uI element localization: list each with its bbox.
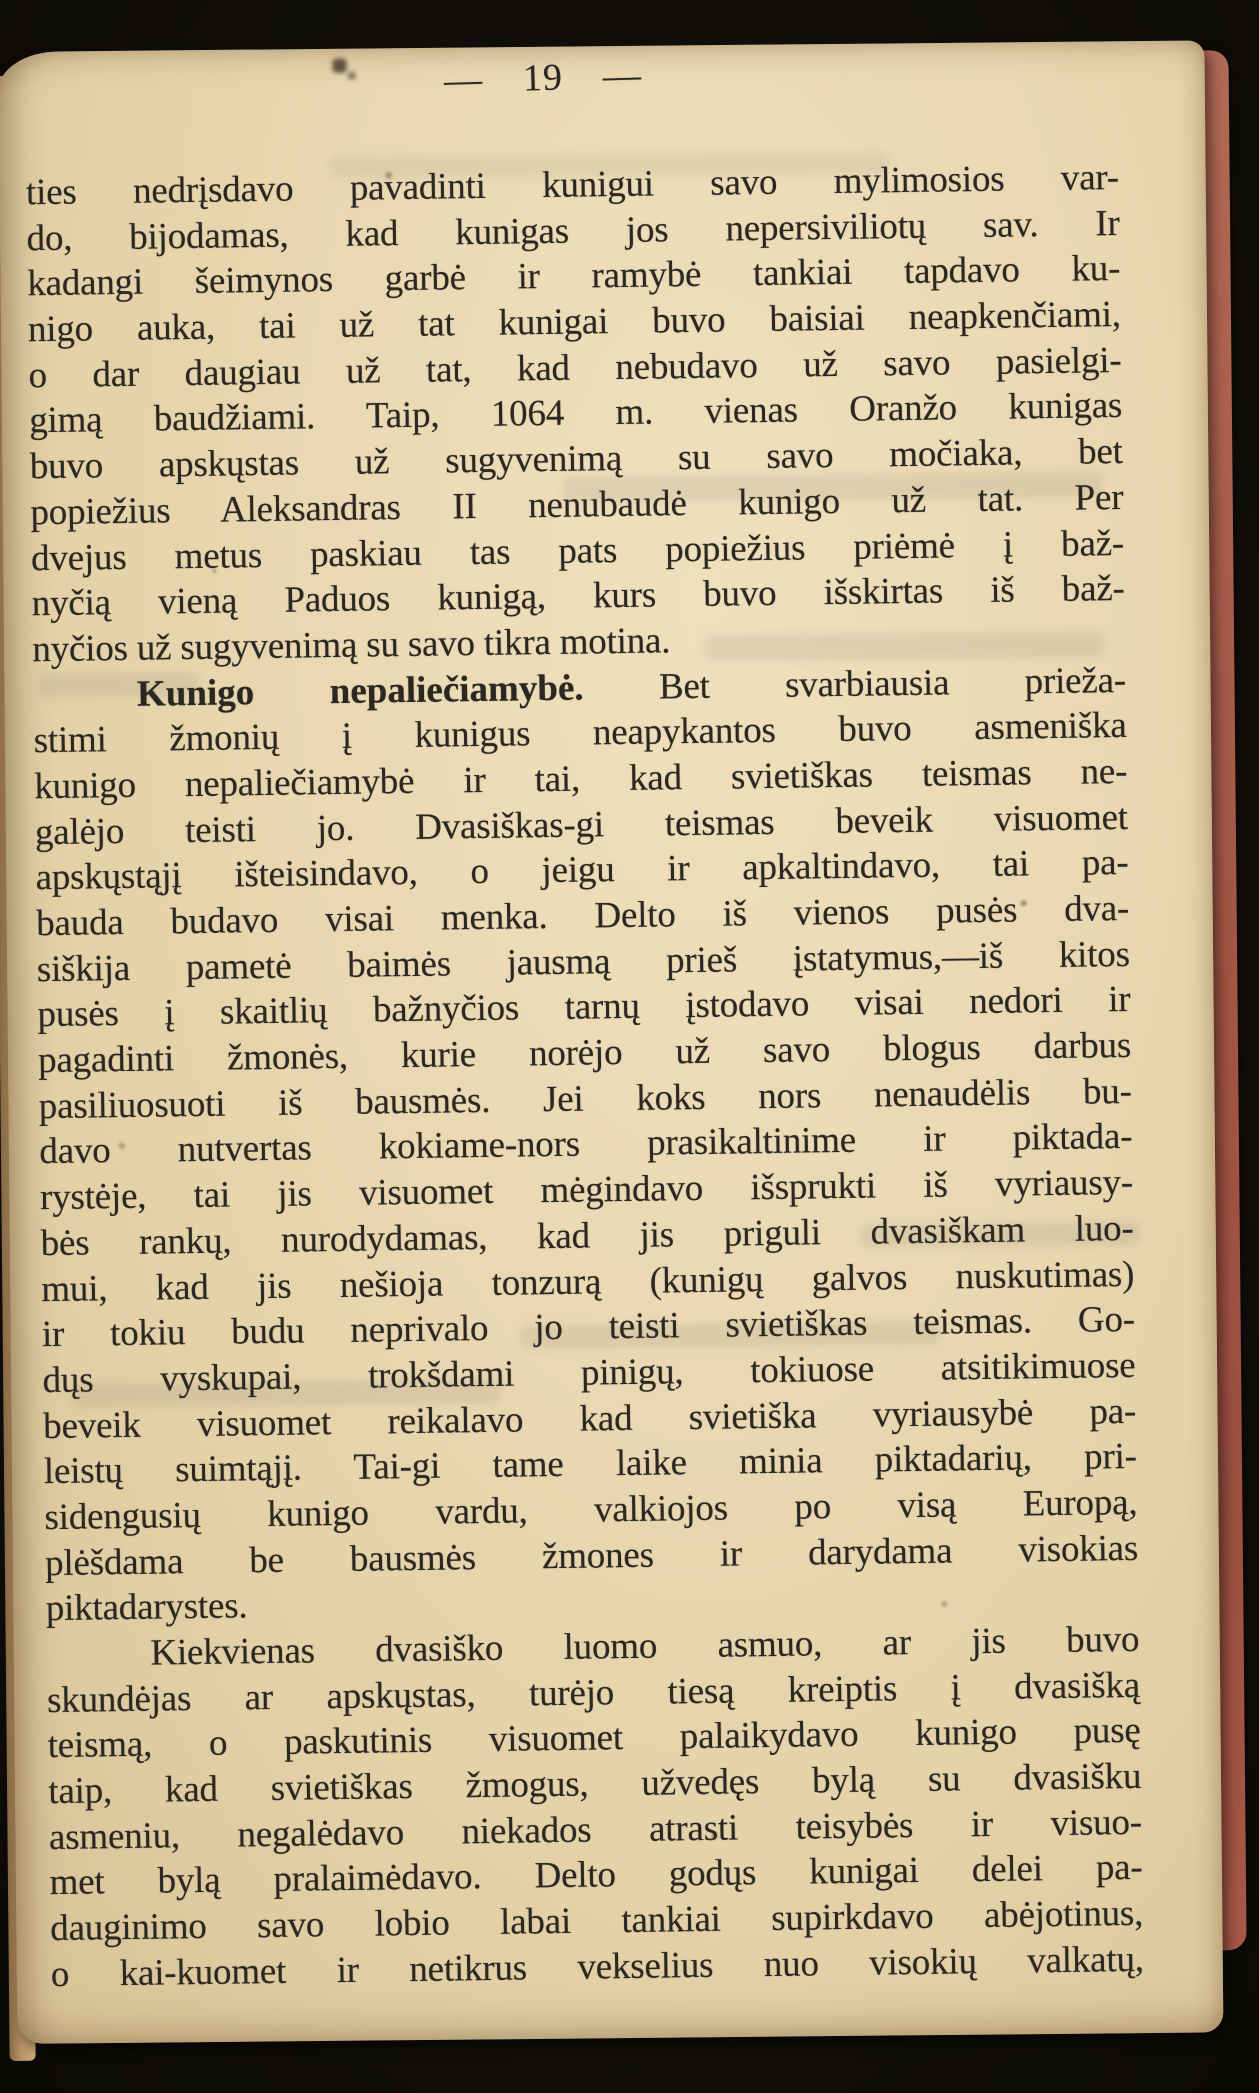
text-line-content: leistų suimtąjį. Tai-gi tame laike minia piktadarių, pri- (43, 1436, 1138, 1493)
header-dash-right: — (602, 54, 643, 98)
text-line-content: apskųstąjį išteisindavo, o jeigu ir apkaltindavo, tai pa- (35, 842, 1129, 899)
text-line-content: ir tokiu budu neprivalo jo teisti svietiškas teismas. Go- (41, 1299, 1136, 1356)
text-line-content: rystėje, tai jis visuomet mėgindavo išsprukti iš vyriausy- (39, 1162, 1134, 1219)
text-line-content: skundėjas ar apskųstas, turėjo tiesą kreiptis į dvasišką (46, 1664, 1141, 1721)
text-line-content: o kai-kuomet ir netikrus vekselius nuo visokių valkatų, (50, 1938, 1145, 1995)
text-line-content: bauda budavo visai menka. Delto iš vienos pusės dva- (35, 887, 1130, 945)
text-line-content: asmeniu, negalėdavo niekados atrasti teisybės ir visuo- (48, 1801, 1143, 1858)
text-line-content: siškija pametė baimės jausmą prieš įstatymus,—iš kitos (36, 933, 1131, 990)
text-line-content: pasiliuosuoti iš bausmės. Jei koks nors nenaudėlis bu- (38, 1070, 1132, 1127)
text-line-content: nyčios už sugyvenimą su savo tikra motina. (32, 620, 671, 671)
text-line-content: do, bijodamas, kad kunigas jos nepersiviliotų sav. Ir (26, 202, 1120, 259)
text-line-content: met bylą pralaimėdavo. Delto godųs kunigai delei pa- (49, 1847, 1143, 1904)
text-line-content: piktadarystes. (45, 1585, 248, 1630)
section-heading: Kunigo nepaliečiamybė. (136, 667, 584, 715)
text-line-content: stimi žmonių į kunigus neapykantos buvo asmeniška (33, 705, 1127, 762)
page-content (0, 40, 1223, 2043)
book-page (0, 40, 1223, 2043)
text-line-content: dvejus metus paskiau tas pats popiežius priėmė į baž- (30, 522, 1125, 579)
text-line-content: gimą baudžiami. Taip, 1064 m. vienas Oranžo kunigas (28, 385, 1123, 442)
text-line-content: teismą, o paskutinis visuomet palaikydavo kunigo pusę (47, 1710, 1141, 1767)
text-line-content: Kiekvienas dvasiško luomo asmuo, ar jis buvo (150, 1618, 1140, 1674)
text-line-content: bės rankų, nurodydamas, kad jis priguli dvasiškam luo- (40, 1207, 1134, 1264)
text-line-content: buvo apskųstas už sugyvenimą su savo močiaka, bet (29, 431, 1124, 488)
page-text (26, 155, 1144, 1998)
text-line-content: Bet svarbiausia prieža- (583, 659, 1127, 709)
text-line-content: popiežius Aleksandras II nenubaudė kunigo už tat. Per (30, 476, 1124, 534)
header-dash-left: — (443, 58, 484, 102)
text-line-content: nigo auka, tai už tat kunigai buvo baisiai neapkenčiami, (27, 294, 1122, 351)
page-number: 19 (522, 56, 564, 100)
text-line-content: mui, kad jis nešioja tonzurą (kunigų galvos nuskutimas) (41, 1253, 1135, 1310)
text-line-content: o dar daugiau už tat, kad nebudavo už savo pasielgi- (28, 339, 1122, 396)
page-header (0, 40, 1090, 116)
text-line-content: dųs vyskupai, trokšdami pinigų, tokiuose atsitikimuose (42, 1344, 1136, 1402)
text-line-content: kunigo nepaliečiamybė ir tai, kad svietiškas teismas ne- (34, 750, 1128, 808)
text-line-content: plėšdama be bausmės žmones ir darydama visokias (44, 1527, 1139, 1584)
text-line-content: kadangi šeimynos garbė ir ramybė tankiai tapdavo ku- (26, 248, 1121, 305)
text-line-content: sidengusių kunigo vardu, valkiojos po visą Europą, (44, 1481, 1138, 1539)
text-line-content: beveik visuomet reikalavo kad svietiška vyriausybė pa- (42, 1390, 1137, 1447)
text-line-content: pagadinti žmonės, kurie norėjo už savo blogus darbus (37, 1024, 1132, 1082)
text-line-content: dauginimo savo lobio labai tankiai supirkdavo abėjotinus, (49, 1892, 1144, 1950)
text-line-content: davo nutvertas kokiame-nors prasikaltinime ir piktada- (39, 1116, 1133, 1173)
text-line-content: ties nedrįsdavo pavadinti kunigui savo mylimosios var- (25, 157, 1120, 214)
text-line-content: galėjo teisti jo. Dvasiškas-gi teismas beveik visuomet (34, 796, 1129, 853)
text-line-content: nyčią vieną Paduos kunigą, kurs buvo išskirtas iš baž- (31, 568, 1125, 625)
text-line-content: pusės į skaitlių bažnyčios tarnų įstodavo visai nedori ir (37, 979, 1131, 1036)
text-line-content: taip, kad svietiškas žmogus, užvedęs bylą su dvasišku (48, 1755, 1142, 1813)
